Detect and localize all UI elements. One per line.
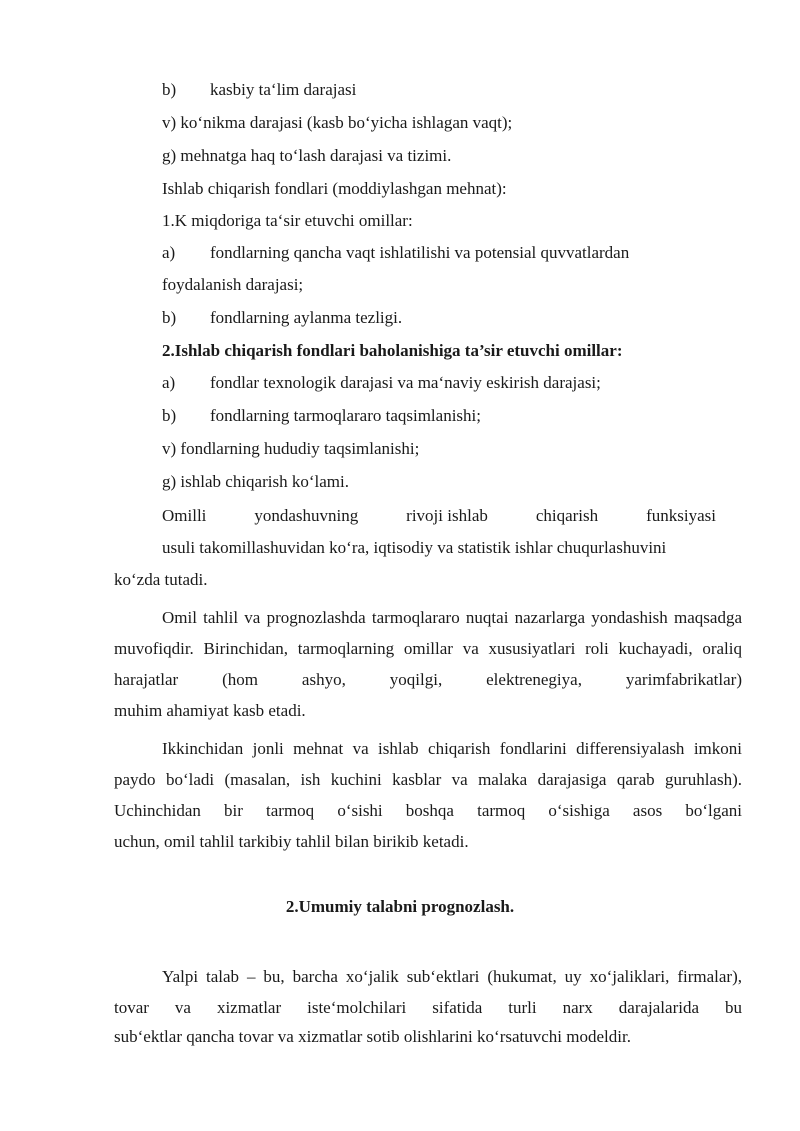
list-item-text: fondlar texnologik darajasi va ma‘naviy eskirish darajasi; bbox=[210, 373, 601, 392]
list-item-b-education bbox=[162, 79, 356, 101]
word: chiqarish bbox=[535, 506, 599, 525]
word: rivoji ishlab bbox=[406, 506, 488, 525]
list-marker: b) bbox=[162, 308, 177, 327]
list-marker: a) bbox=[162, 243, 176, 262]
list-item-g-scale: g) ishlab chiqarish ko‘lami. bbox=[162, 472, 349, 491]
paragraph-factor-approach-line2: usuli takomillashuvidan ko‘ra, iqtisodiy va statistik ishlar chuqurlashuvini bbox=[162, 538, 667, 557]
subheading-valuation-factors: 2.Ishlab chiqarish fondlari baholanishiga ta’sir etuvchi omillar: bbox=[162, 341, 623, 360]
word: funksiyasi bbox=[646, 506, 716, 525]
list-item-text: fondlarning qancha vaqt ishlatilishi va potensial quvvatlardan bbox=[210, 243, 630, 262]
list-item-b-intersectoral bbox=[162, 405, 481, 427]
list-item-g-wage: g) mehnatga haq to‘lash darajasi va tizimi. bbox=[162, 146, 452, 165]
paragraph-second-third-end: uchun, omil tahlil tarkibiy tahlil bilan birikib ketadi. bbox=[114, 832, 469, 851]
paragraph-intersectoral-approach: Omil tahlil va prognozlashda tarmoqlararo nuqtai nazarlarga yondashish maqsadga muvofiqdir. Birinchidan, tarmoqlarning omillar va xususiyatlari roli kuchayadi, oraliq harajatlar (hom ashyo, yoqilgi, elektrenegiya, yarimfabrikatlar) bbox=[114, 608, 742, 689]
paragraph-factor-approach-line1 bbox=[162, 505, 716, 527]
word: yondashuvning bbox=[254, 506, 359, 525]
list-item-v-regional: v) fondlarning hududiy taqsimlanishi; bbox=[162, 439, 420, 458]
list-item-text: fondlarning aylanma tezligi. bbox=[210, 308, 403, 327]
list-item-a-tech-level bbox=[162, 372, 601, 394]
list-item-b-turnover bbox=[162, 307, 402, 329]
paragraph-k-factors: 1.K miqdoriga ta‘sir etuvchi omillar: bbox=[162, 211, 413, 230]
word: Omilli bbox=[162, 506, 207, 525]
paragraph-intersectoral-approach-end: muhim ahamiyat kasb etadi. bbox=[114, 701, 306, 720]
paragraph-aggregate-demand: Yalpi talab – bu, barcha xo‘jalik sub‘ektlari (hukumat, uy xo‘jaliklari, firmalar), tovar va xizmatlar iste‘molchilari sifatida turli narx darajalarida bu bbox=[114, 967, 742, 1017]
paragraph-factor-approach-line3: ko‘zda tutadi. bbox=[114, 570, 208, 589]
list-item-a-continuation: foydalanish darajasi; bbox=[162, 275, 304, 294]
section-heading: 2.Umumiy talabni prognozlash. bbox=[285, 897, 515, 916]
paragraph-production-funds: Ishlab chiqarish fondlari (moddiylashgan mehnat): bbox=[162, 179, 507, 198]
list-item-a-funds-time bbox=[162, 242, 629, 264]
paragraph-aggregate-demand-end: sub‘ektlar qancha tovar va xizmatlar sotib olishlarini ko‘rsatuvchi modeldir. bbox=[114, 1027, 631, 1046]
list-item-v-skill: v) ko‘nikma darajasi (kasb bo‘yicha ishlagan vaqt); bbox=[162, 113, 513, 132]
list-marker: a) bbox=[162, 373, 176, 392]
list-marker: b) bbox=[162, 80, 177, 99]
list-marker: b) bbox=[162, 406, 177, 425]
list-item-text: kasbiy ta‘lim darajasi bbox=[210, 80, 357, 99]
paragraph-second-third: Ikkinchidan jonli mehnat va ishlab chiqarish fondlarini differensiyalash imkoni paydo bo‘ladi (masalan, ish kuchini kasblar va malaka darajasiga qarab guruhlash). Uchinchidan bir tarmoq o‘sishi boshqa tarmoq o‘sishiga asos bo‘lgani bbox=[114, 739, 742, 820]
list-item-text: fondlarning tarmoqlararo taqsimlanishi; bbox=[210, 406, 481, 425]
